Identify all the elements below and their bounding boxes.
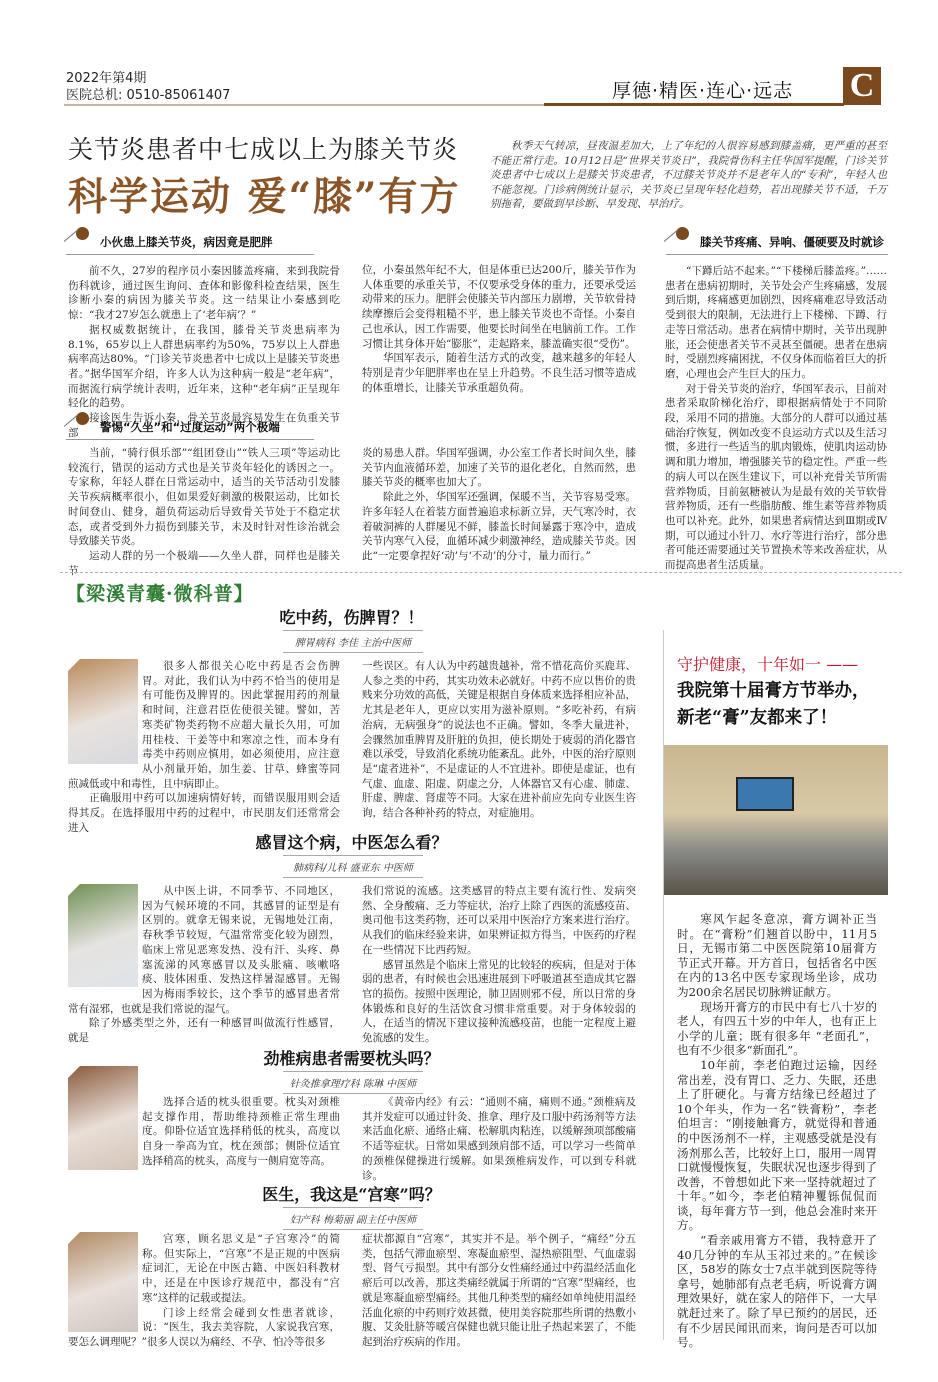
doctor-photo xyxy=(68,1232,138,1332)
article-title: 吃中药，伤脾胃？！ xyxy=(279,608,424,627)
section-heading: 警惕“久坐”和“过度运动”两个极端 xyxy=(66,418,314,440)
article-column: 一些误区。有人认为中药越贵越补，常不惜花高价买鹿茸、人参之类的中药，其实功效未必就好。中药不应以售价的贵贱来分功效的高低，关键是根据自身体质来选择相应补品，尤其是老年人，更应以实用为滋补原则。“多吃补药，有病治病，无病强身”的说法也不正确。譬如，冬季大量进补，会骤然加重脾胃及肝脏的负担，使长期处于疲弱的消化器官难以承受，导致消化系统功能紊乱。此外，中医的治疗原则是“虚者进补”，不是虚证的人不宜进补。即使是虚证，也有气虚、血虚、阳虚、阴虚之分，人体器官又有心虚、肺虚、肝虚、脾虚、肾虚等不同。大家在进补前应先向专业医生咨询，结合各种补药的特点，对症施用。 xyxy=(362,660,636,820)
article-byline: 针灸推拿理疗科 陈琳 中医师 xyxy=(283,1071,423,1094)
issue-number: 2022年第4期 xyxy=(66,71,147,86)
article-byline: 脾胃病科 李佳 主治中医师 xyxy=(283,630,423,653)
article-column: “下蹲后站不起来。”“下楼梯后膝盖疼。”……患者在患病初期时，关节处会产生疼痛感，发展到后期，疼痛感更加剧烈，因疼痛难忍导致活动受到很大的限制，无法进行上下楼梯、下蹲、行走等日常活动。患者在病情中期时，关节出现肿胀，还会使患者关节不灵甚至僵硬。患者在患病时，受剧烈疼痛困扰，不仅身体而临着巨大的折磨，心理也会产生巨大的压力。 对于骨关节炎的治疗，华国军表示，目前对患者采取阶梯化治疗，即根据病情处于不同阶段，采用不同的措施。大部分的人群可以通过基础治疗恢复，例如改变不良运动方式以及生活习惯，多进行一些适当的肌肉锻炼，使肌肉运动协调和肌力增加，增强膝关节的稳定性。严重一些的病人可以在医生建议下，可以补充骨关节所需营养物质，目前氨糖被认为是最有效的关节软骨营养物质，还有一些脂肪酸、维生素等营养物质也可以补充。此外，如果患者病情达到Ⅲ期或Ⅳ期，可以通过小针刀、水疗等进行治疗，部分患者可能还需要通过关节置换术等来改善症状，从而提高患者生活质量。 xyxy=(665,265,887,572)
section-letter-badge: C xyxy=(843,67,881,105)
pin-icon xyxy=(76,412,89,425)
pin-icon xyxy=(676,227,689,240)
article-column: 位，小秦虽然年纪不大，但是体重已达200斤，膝关节作为人体重要的承重关节，不仅要承受身体的重力，还要承受运动带来的压力。肥胖会使膝关节内部压力剧增，关节软骨持续摩擦后会变得粗糙不平，患上膝关节炎也不奇怪。小秦自己也承认，因工作需要，他要长时间坐在电脑前工作。工作习惯让其身体开始“膨胀”，走起路来，膝盖确实很“受伤”。 华国军表示，随着生活方式的改变，越来越多的年轻人特别是青少年肥胖率也在呈上升趋势。不良生活习惯等造成的体重增长，让膝关节承重超负荷。 xyxy=(362,264,636,394)
article-column: 选择合适的枕头很重要。枕头对颈椎起支撑作用，帮助维持颈椎正常生理曲度。仰卧位适宜选择稍低的枕头，高度以自身一拳高为宜，枕在颈部；侧卧位适宜选择稍高的枕头，高度与一侧肩宽等高。 xyxy=(68,1066,340,1172)
science-section-heading: 【梁溪青囊·微科普】 xyxy=(66,583,254,605)
article-column: 前不久，27岁的程序员小秦因膝盖疼痛，来到我院骨伤科就诊，通过医生询问、查体和影像科检查结果，医生诊断小秦的病因为膝关节炎。这一结果让小秦感到吃惊：“我才27岁怎么就患上了‘老年病’？” 据权威数据统计，在我国，膝骨关节炎患病率为8.1%，65岁以上人群患病率约为50%，75岁以上人群患病率高达80%。“门诊关节炎患者中七成以上是膝关节炎患者。”据华国军介绍，许多人认为这种病一般是“老年病”，而据流行病学统计表明，近年来，这种“老年病”正呈现年轻化的趋势。 接诊医生告诉小秦，骨关节炎最容易发生在负重关节部 xyxy=(68,265,340,439)
article-byline: 肺病科/儿科 盛亚东 中医师 xyxy=(283,855,423,878)
sidebar-body: 寒风乍起冬意凉，膏方调补正当时。在“膏粉”们翘首以盼中，11月5日，无锡市第二中医医院第10届膏方节正式开幕。开方首日，包括省名中医在内的13名中医专家现场坐诊，成功为200余名居民切脉辨证献方。 现场开膏方的市民中有七八十岁的老人，有四五十岁的中年人，也有正上小学的儿童；既有很多年 “老面孔”，也有不少很多“新面孔”。 10年前，李老伯跑过运输，因经常出差，没有胃口、乏力、失眠，还患上了肝硬化。与膏方结缘已经超过了10个年头，作为一名“铁膏粉”，李老伯坦言：“刚接触膏方，就觉得和普通的中医汤剂不一样，主观感受就是没有汤剂那么苦，比较好上口，服用一周胃口就慢慢恢复，失眠状况也逐步得到了改善，不曾想如此下来一坚持就超过了十年。”如今，李老伯精神矍铄侃侃而谈，每年膏方节一到，他总会准时来开方。 “看亲戚用膏方不错，我特意开了40几分钟的车从玉祁过来的。”在候诊区，58岁的陈女士7点半就到医院等待拿号，她肺部有点老毛病，听说膏方调理效果好，就在家人的陪伴下，一大早就赶过来了。除了早已预约的居民，还有不少居民闻讯而来，询问是否可以加号。 xyxy=(677,912,877,1350)
article-column: 《黄帝内经》有云：“通则不痛，痛则不通。”颈椎病及其并发症可以通过针灸、推拿、理疗及口服中药汤剂等方法来活血化瘀、通络止痛、松解肌肉粘连，以缓解颈项部酸痛不适等症状。日常如果感到颈肩部不适，可以学习一些简单的颈椎保健操进行缓解。如果颈椎病发作，可以到专科就诊。 xyxy=(362,1096,636,1182)
article-column: 从中医上讲，不同季节、不同地区，因为气候环境的不同，其感冒的证型是有区别的。就拿无锡来说，无锡地处江南，春秋季节较短，气温常常变化较为剧烈，临床上常见恶寒发热、没有汗、头疼、鼻塞流涕的风寒感冒以及头胀痛、咳嗽咯痰、肢体困重、发热这样暑湿感冒。无锡因为梅雨季较长，这个季节的感冒患者常常有湿邪，也就是我们常说的湿气。 除了外感类型之外，还有一种感冒叫做流行性感冒，就是 xyxy=(68,885,340,1045)
doctor-photo xyxy=(68,1066,138,1170)
pin-icon xyxy=(76,227,89,240)
hospital-slogan: 厚德·精医·连心·远志 xyxy=(612,80,794,102)
section-heading: 膝关节疼痛、异响、僵硬要及时就诊 xyxy=(666,233,888,255)
lead-title: 科学运动 爱“膝”有方 xyxy=(68,174,461,220)
article-column: 宫寒，顾名思义是“子宫寒冷”的简称。但实际上，“宫寒”不是正规的中医病症词汇，无论在中医古籍、中医妇科教材中，还是在中医诊疗规范中，都没有“宫寒”这样的记载或提法。 门诊上经常会碰到女性患者就诊，说：“医生，我去美容院，人家说我宫寒，要怎么调理呢？”很多人误以为痛经、不孕、怕冷等很多 xyxy=(68,1233,340,1348)
article-title: 感冒这个病，中医怎么看？ xyxy=(255,833,448,852)
article-column: 症状都源自“宫寒”，其实并不是。举个例子，“痛经”分五类，包括气滞血瘀型、寒凝血瘀型、湿热瘀阻型、气血虚弱型、肾气亏损型。其中有部分女性痛经通过中药温经活血化瘀后可以改善，那这类痛经就属于所谓的“宫寒”型痛经，也就是寒凝血瘀型痛经。其他几种类型的痛经如单纯使用温经活血化瘀的中药则疗效甚微，使用美容院那些所谓的热敷小腹、艾灸肚脐等暖宫保健也就只能让肚子热起来罢了，不能起到治疗疾病的作用。 xyxy=(362,1233,636,1348)
article-column: 当前，“骑行俱乐部”“组团登山”“铁人三项”等运动比较流行，错误的运动方式也是关节炎年轻化的诱因之一。专家称，年轻人群在日常运动中，适当的关节活动引发膝关节疾病概率很小，但如果爱好刺激的极限运动，比如长时间登山、健身，超负荷运动后导致骨关节处于不稳定状态，或者受到外力损伤到膝关节，未及时针对性诊治就会导致膝关节炎。 运动人群的另一个极端——久坐人群，同样也是膝关节 xyxy=(68,447,340,577)
sidebar-title: 我院第十届膏方节举办， 新老“膏”友都来了！ xyxy=(677,681,870,728)
hospital-phone: 医院总机: 0510-85061407 xyxy=(66,88,231,103)
section-heading: 小伙患上膝关节炎，病因竟是肥胖 xyxy=(66,233,314,255)
article-title: 劲椎病患者需要枕头吗？ xyxy=(263,1049,440,1068)
article-column: 很多人都很关心吃中药是否会伤脾胃。对此，我们认为中药不恰当的使用是有可能伤及脾胃的。因此掌握用药的剂量和时间，注意君臣佐使很关键。譬如，苦寒类矿物类药物不应超大量长久用，可加用桂枝、干姜等中和寒凉之性，而本身有毒类中药则应慎用，如必须使用，应注意从小剂量开始，加生姜、甘草、蜂蜜等同煎减低或中和毒性，且中病即止。 正确服用中药可以加速病情好转，而错误服用则会适得其反。在选择服用中药的过程中，市民朋友们还常常会进入 xyxy=(68,660,340,834)
article-column: 炎的易患人群。华国军强调，办公室工作者长时间久坐，膝关节内血液循环差，加速了关节的退化老化，自然而然，患膝关节炎的概率也加大了。 除此之外，华国军还强调，保暖不当，关节容易受寒。许多年轻人在着装方面普遍追求标新立异，天气寒冷时，衣着破洞裤的人群屡见不鲜，膝盖长时间暴露于寒冷中，造成关节内寒气入侵，血循环减少刺激神经，造成膝关节炎。因此“一定要拿捏好‘动’与‘不动’的分寸，量力而行。” xyxy=(362,447,636,562)
sidebar-kicker: 守护健康，十年如一 —— xyxy=(677,655,859,674)
doctor-photo xyxy=(68,659,138,764)
lead-subtitle: 关节炎患者中七成以上为膝关节炎 xyxy=(68,135,459,164)
masthead-info xyxy=(66,70,230,104)
header-rule-accent xyxy=(544,103,844,106)
article-column: 我们常说的流感。这类感冒的特点主要有流行性、发病突然、全身酸痛、乏力等症状，治疗上除了西医的流感疫苗、奥司他韦这类药物，还可以采用中医治疗方案来进行治疗。从我们的临床经验来讲，如果辨证拟方得当，中医药的疗程在一些情况下比西药短。 感冒虽然是个临床上常见的比较轻的疾病，但是对于体弱的患者，有时候也会迅速进展到下呼吸道甚至造成其它器官的损伤。按照中医理论，肺卫固则邪不侵，所以日常的身体锻炼和良好的生活饮食习惯非常重要。对于身体较弱的人，在适当的情况下建议接种流感疫苗，也能一定程度上避免流感的发生。 xyxy=(362,885,636,1045)
article-byline: 妇产科 梅菊丽 副主任中医师 xyxy=(283,1207,423,1230)
article-title: 医生，我这是“宫寒”吗？ xyxy=(262,1185,441,1204)
event-photo xyxy=(664,745,888,895)
header-rule xyxy=(64,104,544,106)
lead-intro: 秋季天气转凉，昼夜温差加大，上了年纪的人很容易感到膝盖痛，更严重的甚至不能正常行走。10月12日是“世界关节炎日”，我院骨伤科主任华国军提醒，门诊关节炎患者中七成以上是膝关节炎患者，不过膝关节炎并不是老年人的“专利”，年轻人也不能忽视。门诊病例统计显示，关节炎已呈现年轻化趋势，若出现膝关节不适，千万别拖着，要做到早诊断、早发现、早治疗。 xyxy=(490,140,887,211)
tv-screen xyxy=(736,777,794,811)
section-divider xyxy=(60,572,902,573)
doctor-photo xyxy=(68,884,138,987)
